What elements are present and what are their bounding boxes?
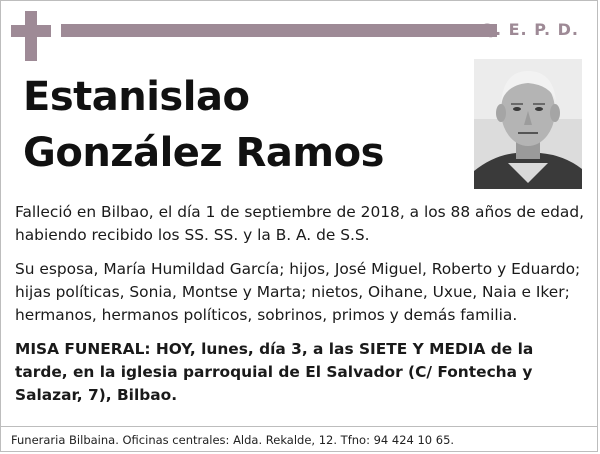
family-list: Su esposa, María Humildad García; hijos, José Miguel, Roberto y Eduardo; hijas políticas, Sonia, Montse y Marta; nietos, Oihane, Uxue, Naia e Iker; hermanos, hermanos políticos, sobrinos, primos y demás familia. [15, 260, 581, 324]
first-name: Estanislao [23, 74, 250, 120]
qepd-label: Q. E. P. D. [480, 20, 579, 39]
deceased-name [23, 69, 463, 181]
surnames: González Ramos [23, 130, 384, 176]
funeral-mass: MISA FUNERAL: HOY, lunes, día 3, a las SIETE Y MEDIA de la tarde, en la iglesia parroquial de El Salvador (C/ Fontecha y Salazar, 7), Bilbao. [15, 340, 534, 404]
header-band [61, 24, 497, 37]
obituary-text [15, 201, 587, 418]
portrait-photo [474, 59, 582, 189]
footer-divider [1, 426, 597, 427]
funeral-home-footer: Funeraria Bilbaina. Oficinas centrales: Alda. Rekalde, 12. Tfno: 94 424 10 65. [11, 433, 455, 447]
cross-icon [11, 11, 51, 61]
death-notice: Falleció en Bilbao, el día 1 de septiembre de 2018, a los 88 años de edad, habiendo recibido los SS. SS. y la B. A. de S.S. [15, 203, 584, 244]
